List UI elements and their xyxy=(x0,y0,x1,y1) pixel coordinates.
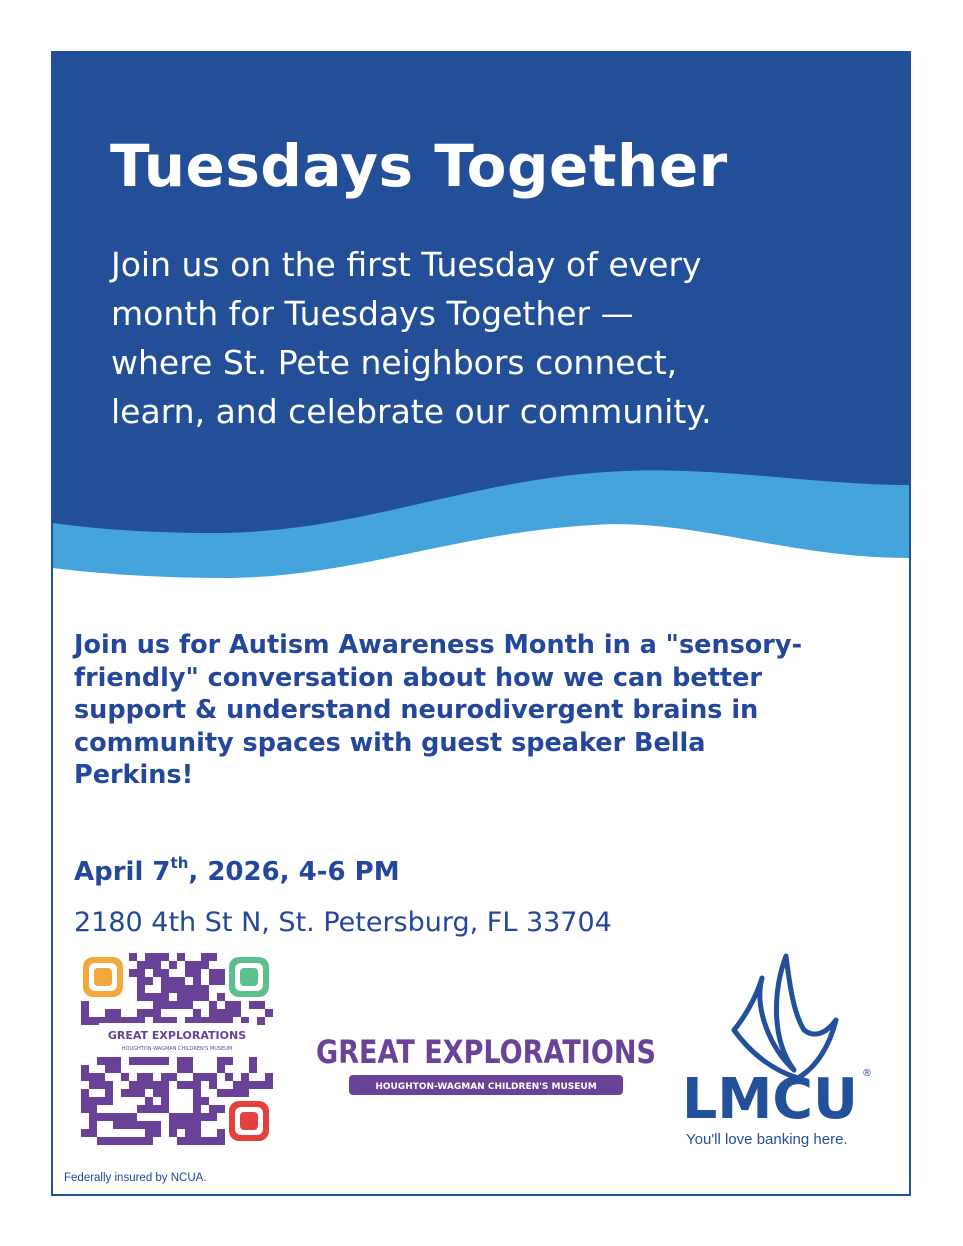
bank-logo xyxy=(678,948,878,1158)
header-banner xyxy=(53,53,909,653)
description-line: Perkins! xyxy=(74,760,194,790)
intro-text xyxy=(111,240,771,436)
intro-line: month for Tuesdays Together — xyxy=(111,294,634,333)
museum-subtitle: HOUGHTON-WAGMAN CHILDREN'S MUSEUM xyxy=(375,1082,597,1092)
qr-code[interactable] xyxy=(79,951,275,1147)
museum-name: GREAT EXPLORATIONS xyxy=(316,1033,656,1071)
registered-mark: ® xyxy=(862,1068,872,1079)
event-date xyxy=(74,854,400,890)
ncua-disclaimer: Federally insured by NCUA. xyxy=(64,1172,207,1184)
description-line: community spaces with guest speaker Bella xyxy=(74,727,706,758)
date-month-day: April 7 xyxy=(74,857,171,887)
museum-logo-graphic xyxy=(311,1025,661,1100)
qr-code-graphic xyxy=(79,951,275,1147)
bank-tagline: You'll love banking here. xyxy=(686,1131,848,1148)
event-description xyxy=(74,629,874,792)
bank-name: LMCU xyxy=(682,1067,858,1132)
intro-line: where St. Pete neighbors connect, xyxy=(111,343,678,382)
page-title: Tuesdays Together xyxy=(110,132,728,200)
date-year-time: , 2026, 4-6 PM xyxy=(188,857,400,887)
intro-line: learn, and celebrate our community. xyxy=(111,392,712,431)
flyer-frame xyxy=(51,51,911,1196)
description-line: friendly" conversation about how we can better xyxy=(74,662,762,693)
description-line: support & understand neurodivergent brains in xyxy=(74,695,759,725)
qr-label-name: GREAT EXPLORATIONS xyxy=(107,1029,247,1042)
event-address: 2180 4th St N, St. Petersburg, FL 33704 xyxy=(74,907,612,938)
date-ordinal: th xyxy=(170,854,189,872)
qr-label-sub: HOUGHTON-WAGMAN CHILDREN'S MUSEUM xyxy=(121,1046,233,1052)
intro-line: Join us on the first Tuesday of every xyxy=(111,245,702,284)
bank-logo-graphic xyxy=(678,948,878,1158)
description-line: Join us for Autism Awareness Month in a "sensory- xyxy=(74,630,803,660)
museum-logo xyxy=(311,1025,661,1100)
